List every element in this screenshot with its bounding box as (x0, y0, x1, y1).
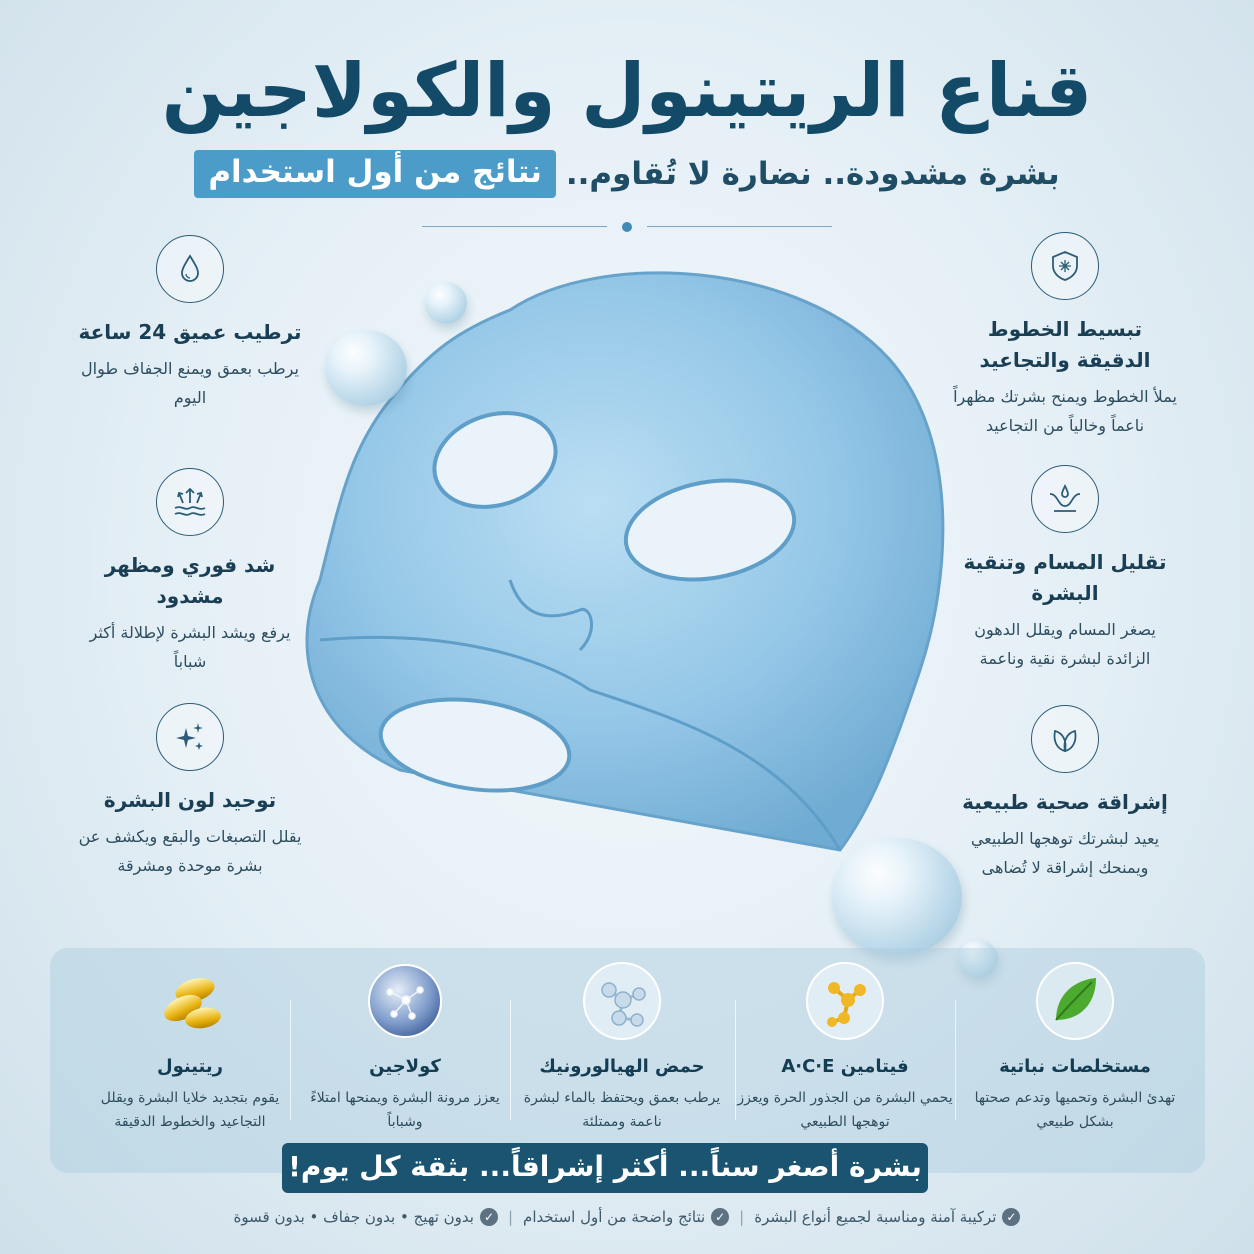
green-leaf-icon (1034, 960, 1116, 1042)
sparkles-icon (156, 703, 224, 771)
check-circle-icon: ✓ (1002, 1208, 1020, 1226)
ingredient-desc: يعزز مرونة البشرة ويمنحها امتلاءً وشباباً (310, 1090, 500, 1130)
ingredient-title: حمض الهيالورونيك (539, 1056, 705, 1077)
footer-text: تركيبة آمنة ومناسبة لجميع أنواع البشرة (754, 1208, 997, 1226)
pore-drop-icon (1031, 465, 1099, 533)
hyaluronic-molecule-icon (581, 960, 663, 1042)
footer-item (234, 1208, 498, 1226)
ingredient-plant-extracts (965, 960, 1185, 1134)
vitamin-molecule-icon (804, 960, 886, 1042)
lift-arrows-icon (156, 468, 224, 536)
ingredient-title: فيتامين A·C·E (781, 1056, 909, 1077)
feature-desc: يصغر المسام ويقلل الدهون الزائدة لبشرة نقية وناعمة (974, 620, 1156, 668)
feature-wrinkles (950, 232, 1180, 440)
collagen-sphere-icon (364, 960, 446, 1042)
feature-desc: يرطب بعمق ويمنع الجفاف طوال اليوم (81, 359, 299, 407)
feature-title: شد فوري ومظهر مشدود (104, 553, 276, 608)
feature-title: توحيد لون البشرة (103, 788, 277, 812)
feature-even-tone (75, 703, 305, 880)
water-droplet (325, 330, 407, 406)
retinol-capsules-icon (149, 960, 231, 1042)
feature-title: تقليل المسام وتنقية البشرة (963, 550, 1167, 605)
feature-title: إشراقة صحية طبيعية (962, 790, 1168, 814)
slogan-banner: بشرة أصغر سناً... أكثر إشراقاً... بثقة كل يوم! (282, 1143, 928, 1193)
footer-item (754, 1208, 1020, 1226)
ingredient-desc: تهدئ البشرة وتحميها وتدعم صحتها بشكل طبيعي (974, 1090, 1176, 1130)
feature-title: ترطيب عميق 24 ساعة (78, 320, 302, 344)
subtitle-text: بشرة مشدودة.. نضارة لا تُقاوم.. (565, 156, 1060, 192)
ingredient-title: مستخلصات نباتية (999, 1056, 1151, 1077)
ingredient-vitamins (735, 960, 955, 1134)
leaves-icon (1031, 705, 1099, 773)
water-droplet (832, 838, 962, 956)
shield-sparkle-icon (1031, 232, 1099, 300)
footer-item (523, 1208, 729, 1226)
divider (422, 222, 832, 232)
feature-glow (950, 705, 1180, 882)
feature-title: تبسيط الخطوط الدقيقة والتجاعيد (979, 317, 1151, 372)
ingredient-desc: يحمي البشرة من الجذور الحرة ويعزز توهجها الطبيعي (737, 1090, 953, 1130)
footer-text: نتائج واضحة من أول استخدام (523, 1208, 706, 1226)
subtitle-highlight: نتائج من أول استخدام (194, 150, 556, 198)
feature-desc: يملأ الخطوط ويمنح بشرتك مظهراً ناعماً وخالياً من التجاعيد (953, 387, 1177, 435)
check-circle-icon: ✓ (711, 1208, 729, 1226)
ingredient-hyaluronic-acid (512, 960, 732, 1134)
water-droplet (425, 282, 467, 324)
ingredient-title: ريتينول (156, 1056, 224, 1077)
feature-lifting (75, 468, 305, 676)
feature-desc: يرفع ويشد البشرة لإطلالة أكثر شباباً (89, 623, 291, 671)
footer-text: بدون تهيج • بدون جفاف • بدون قسوة (233, 1208, 474, 1226)
ingredient-desc: يرطب بعمق ويحتفظ بالماء لبشرة ناعمة وممتلئة (523, 1090, 721, 1130)
feature-desc: يقلل التصبغات والبقع ويكشف عن بشرة موحدة ومشرقة (78, 827, 302, 875)
ingredient-title: كولاجين (369, 1056, 441, 1077)
page-title: قناع الريتينول والكولاجين (161, 48, 1093, 134)
subtitle (0, 150, 1254, 198)
water-drop-icon (156, 235, 224, 303)
ingredient-retinol (80, 960, 300, 1134)
ingredient-collagen (295, 960, 515, 1134)
feature-desc: يعيد لبشرتك توهجها الطبيعي ويمنحك إشراقة لا تُضاهى (970, 829, 1160, 877)
feature-pores (950, 465, 1180, 673)
footer: ✓ تركيبة آمنة ومناسبة لجميع أنواع البشرة | ✓ نتائج واضحة من أول استخدام | ✓ بدون تهيج • بدون جفاف • بدون قسوة (0, 1208, 1254, 1226)
ingredient-desc: يقوم بتجديد خلايا البشرة ويقلل التجاعيد والخطوط الدقيقة (100, 1090, 280, 1130)
feature-hydration (75, 235, 305, 412)
check-circle-icon: ✓ (480, 1208, 498, 1226)
